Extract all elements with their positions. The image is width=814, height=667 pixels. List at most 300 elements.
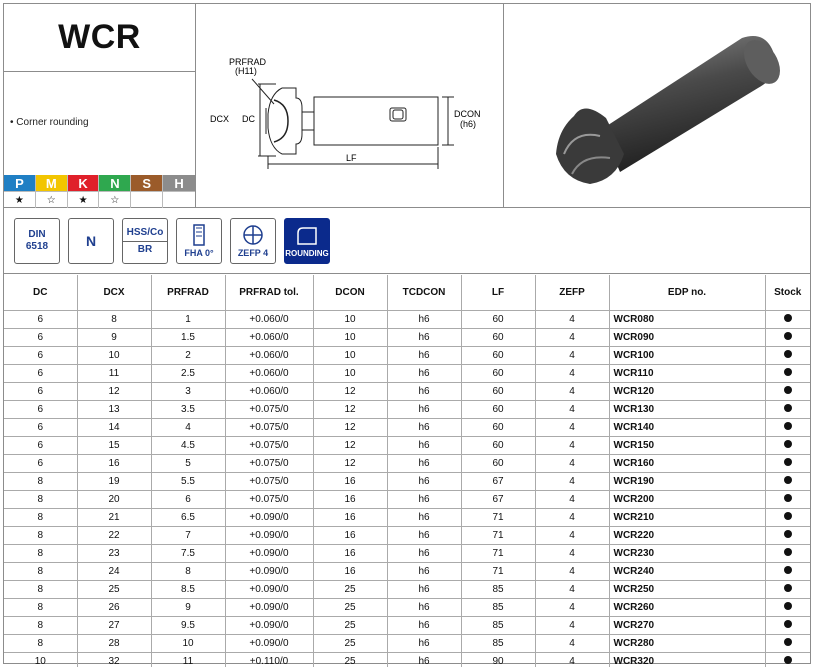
table-cell: h6 <box>387 598 461 616</box>
type-n-icon <box>68 218 114 264</box>
table-cell: h6 <box>387 580 461 598</box>
stock-cell <box>765 652 810 667</box>
h11-label: (H11) <box>235 66 257 76</box>
table-cell: h6 <box>387 454 461 472</box>
table-cell: 8 <box>4 544 77 562</box>
table-cell: h6 <box>387 418 461 436</box>
table-cell: 4 <box>535 598 609 616</box>
stock-cell <box>765 454 810 472</box>
table-cell: 25 <box>313 598 387 616</box>
in-stock-icon <box>784 404 792 412</box>
table-cell: h6 <box>387 616 461 634</box>
table-cell: 4.5 <box>151 436 225 454</box>
table-cell: 8 <box>151 562 225 580</box>
table-cell: 16 <box>313 544 387 562</box>
table-cell: +0.075/0 <box>225 400 313 418</box>
table-cell: 25 <box>77 580 151 598</box>
table-cell: 85 <box>461 616 535 634</box>
table-cell: 71 <box>461 544 535 562</box>
in-stock-icon <box>784 314 792 322</box>
edp-cell: WCR270 <box>609 616 765 634</box>
table-cell: 9 <box>77 328 151 346</box>
column-header: LF <box>461 275 535 310</box>
table-cell: 4 <box>535 328 609 346</box>
rounding-icon <box>284 218 330 264</box>
material-rating: ★ <box>68 191 99 208</box>
table-cell: 8 <box>4 598 77 616</box>
table-cell: 6 <box>151 490 225 508</box>
lf-label: LF <box>346 153 357 163</box>
stock-cell <box>765 382 810 400</box>
edp-cell: WCR260 <box>609 598 765 616</box>
edp-cell: WCR110 <box>609 364 765 382</box>
table-cell: 4 <box>535 436 609 454</box>
title-box <box>4 4 196 72</box>
table-cell: 12 <box>77 382 151 400</box>
table-cell: +0.090/0 <box>225 580 313 598</box>
table-cell: 26 <box>77 598 151 616</box>
in-stock-icon <box>784 386 792 394</box>
edp-cell: WCR200 <box>609 490 765 508</box>
material-rating <box>163 191 195 208</box>
table-cell: 4 <box>535 382 609 400</box>
stock-cell <box>765 310 810 328</box>
table-cell: 4 <box>535 472 609 490</box>
table-cell: 9.5 <box>151 616 225 634</box>
material-letter: S <box>131 175 162 191</box>
table-cell: 5.5 <box>151 472 225 490</box>
prfrad-label: PRFRAD <box>229 57 267 67</box>
table-cell: 4 <box>535 310 609 328</box>
table-row <box>4 328 810 346</box>
table-cell: 4 <box>535 562 609 580</box>
table-cell: 4 <box>535 580 609 598</box>
table-cell: 4 <box>535 508 609 526</box>
table-row <box>4 598 810 616</box>
in-stock-icon <box>784 494 792 502</box>
tool-diagram <box>196 4 504 208</box>
edp-cell: WCR240 <box>609 562 765 580</box>
edp-cell: WCR320 <box>609 652 765 667</box>
stock-cell <box>765 490 810 508</box>
table-cell: 6 <box>4 454 77 472</box>
table-cell: 1.5 <box>151 328 225 346</box>
table-cell: 10 <box>77 346 151 364</box>
material-k <box>68 175 100 208</box>
column-header: Stock <box>765 275 810 310</box>
material-rating: ☆ <box>99 191 130 208</box>
table-cell: 60 <box>461 400 535 418</box>
table-cell: 12 <box>313 418 387 436</box>
four-flute-icon <box>242 224 264 246</box>
table-cell: 16 <box>313 472 387 490</box>
table-cell: 11 <box>77 364 151 382</box>
edp-cell: WCR210 <box>609 508 765 526</box>
stock-cell <box>765 328 810 346</box>
hss-icon <box>122 218 168 264</box>
stock-cell <box>765 436 810 454</box>
stock-cell <box>765 418 810 436</box>
dcx-label: DCX <box>210 114 230 124</box>
table-cell: 60 <box>461 328 535 346</box>
table-cell: +0.090/0 <box>225 526 313 544</box>
table-row <box>4 400 810 418</box>
table-cell: h6 <box>387 490 461 508</box>
table-cell: 3 <box>151 382 225 400</box>
column-header: DCX <box>77 275 151 310</box>
stock-cell <box>765 598 810 616</box>
corner-radius-icon <box>295 225 319 247</box>
feature-box <box>4 72 196 175</box>
table-cell: h6 <box>387 328 461 346</box>
table-cell: +0.075/0 <box>225 472 313 490</box>
table-cell: 13 <box>77 400 151 418</box>
table-cell: 85 <box>461 580 535 598</box>
table-cell: 7 <box>151 526 225 544</box>
table-cell: 12 <box>313 454 387 472</box>
stock-cell <box>765 400 810 418</box>
hss-bottom-text: BR <box>137 243 153 255</box>
table-cell: h6 <box>387 400 461 418</box>
table-cell: 16 <box>313 562 387 580</box>
table-cell: 32 <box>77 652 151 667</box>
table-cell: 2 <box>151 346 225 364</box>
table-cell: h6 <box>387 382 461 400</box>
table-cell: 21 <box>77 508 151 526</box>
in-stock-icon <box>784 332 792 340</box>
table-cell: 12 <box>313 436 387 454</box>
table-cell: 60 <box>461 418 535 436</box>
table-cell: 14 <box>77 418 151 436</box>
table-cell: 8 <box>4 616 77 634</box>
table-row <box>4 418 810 436</box>
in-stock-icon <box>784 368 792 376</box>
edp-cell: WCR090 <box>609 328 765 346</box>
table-cell: h6 <box>387 526 461 544</box>
table-cell: 60 <box>461 382 535 400</box>
table-row <box>4 364 810 382</box>
table-cell: +0.090/0 <box>225 508 313 526</box>
table-cell: 60 <box>461 346 535 364</box>
table-row <box>4 472 810 490</box>
table-row <box>4 490 810 508</box>
product-sheet <box>3 3 811 667</box>
stock-cell <box>765 616 810 634</box>
table-cell: 6 <box>4 328 77 346</box>
column-header: PRFRAD tol. <box>225 275 313 310</box>
table-row <box>4 454 810 472</box>
stock-cell <box>765 346 810 364</box>
table-row <box>4 652 810 667</box>
table-cell: +0.075/0 <box>225 418 313 436</box>
table-cell: 12 <box>313 400 387 418</box>
table-cell: 10 <box>151 634 225 652</box>
edp-cell: WCR140 <box>609 418 765 436</box>
table-cell: 60 <box>461 454 535 472</box>
din-top-text: DIN <box>28 229 46 240</box>
table-row <box>4 508 810 526</box>
in-stock-icon <box>784 422 792 430</box>
table-cell: 10 <box>313 346 387 364</box>
table-cell: 4 <box>535 616 609 634</box>
table-cell: 16 <box>313 526 387 544</box>
table-cell: +0.075/0 <box>225 490 313 508</box>
table-cell: 60 <box>461 364 535 382</box>
table-cell: h6 <box>387 472 461 490</box>
helix-angle-icon <box>176 218 222 264</box>
table-cell: 10 <box>4 652 77 667</box>
table-cell: 71 <box>461 526 535 544</box>
column-header: PRFRAD <box>151 275 225 310</box>
stock-cell <box>765 526 810 544</box>
table-cell: h6 <box>387 310 461 328</box>
table-cell: 27 <box>77 616 151 634</box>
table-cell: +0.075/0 <box>225 436 313 454</box>
table-cell: 2.5 <box>151 364 225 382</box>
edp-cell: WCR100 <box>609 346 765 364</box>
table-row <box>4 526 810 544</box>
in-stock-icon <box>784 584 792 592</box>
table-cell: 4 <box>535 652 609 667</box>
table-cell: 6 <box>4 400 77 418</box>
table-cell: 4 <box>535 544 609 562</box>
material-letter: K <box>68 175 99 191</box>
table-row <box>4 346 810 364</box>
table-cell: h6 <box>387 634 461 652</box>
material-rating <box>131 191 162 208</box>
table-cell: 4 <box>535 418 609 436</box>
edp-cell: WCR130 <box>609 400 765 418</box>
table-cell: 4 <box>151 418 225 436</box>
column-header: TCDCON <box>387 275 461 310</box>
edp-cell: WCR230 <box>609 544 765 562</box>
material-grid <box>4 175 196 208</box>
in-stock-icon <box>784 530 792 538</box>
material-letter: P <box>4 175 35 191</box>
dcon-label: DCON <box>454 109 481 119</box>
type-n-text: N <box>85 233 97 249</box>
table-cell: 25 <box>313 616 387 634</box>
table-cell: 8 <box>4 490 77 508</box>
fha-label: FHA 0° <box>184 248 214 258</box>
hss-top-text: HSS/Co <box>126 226 164 238</box>
column-header: DCON <box>313 275 387 310</box>
edp-cell: WCR080 <box>609 310 765 328</box>
table-row <box>4 616 810 634</box>
flute-count-icon <box>230 218 276 264</box>
zefp-label: ZEFP 4 <box>237 248 269 258</box>
material-letter: M <box>36 175 67 191</box>
table-cell: 5 <box>151 454 225 472</box>
table-cell: 8.5 <box>151 580 225 598</box>
table-cell: 9 <box>151 598 225 616</box>
table-cell: 24 <box>77 562 151 580</box>
table-cell: 90 <box>461 652 535 667</box>
table-cell: h6 <box>387 652 461 667</box>
table-cell: 71 <box>461 562 535 580</box>
table-row <box>4 562 810 580</box>
stock-cell <box>765 634 810 652</box>
table-cell: +0.075/0 <box>225 454 313 472</box>
stock-cell <box>765 472 810 490</box>
table-cell: 10 <box>313 328 387 346</box>
table-cell: 16 <box>313 490 387 508</box>
table-cell: 8 <box>4 562 77 580</box>
table-cell: 1 <box>151 310 225 328</box>
material-h <box>163 175 195 208</box>
table-cell: +0.090/0 <box>225 562 313 580</box>
table-cell: 25 <box>313 634 387 652</box>
table-cell: 6.5 <box>151 508 225 526</box>
table-cell: 6 <box>4 418 77 436</box>
din-bottom-text: 6518 <box>25 241 49 252</box>
in-stock-icon <box>784 476 792 484</box>
edp-cell: WCR280 <box>609 634 765 652</box>
edp-cell: WCR220 <box>609 526 765 544</box>
table-cell: 11 <box>151 652 225 667</box>
stock-cell <box>765 544 810 562</box>
material-p <box>4 175 36 208</box>
table-cell: +0.110/0 <box>225 652 313 667</box>
table-cell: 3.5 <box>151 400 225 418</box>
table-cell: 19 <box>77 472 151 490</box>
table-row <box>4 580 810 598</box>
in-stock-icon <box>784 638 792 646</box>
column-header: DC <box>4 275 77 310</box>
table-cell: 85 <box>461 634 535 652</box>
product-title: WCR <box>58 18 141 56</box>
tool-photo <box>504 4 810 208</box>
stock-cell <box>765 580 810 598</box>
material-s <box>131 175 163 208</box>
header-section <box>4 4 810 208</box>
stock-cell <box>765 508 810 526</box>
table-cell: 71 <box>461 508 535 526</box>
table-cell: 25 <box>313 652 387 667</box>
table-cell: h6 <box>387 562 461 580</box>
table-cell: 8 <box>77 310 151 328</box>
material-letter: H <box>163 175 195 191</box>
edp-cell: WCR120 <box>609 382 765 400</box>
table-row <box>4 382 810 400</box>
material-letter: N <box>99 175 130 191</box>
table-cell: 23 <box>77 544 151 562</box>
table-cell: h6 <box>387 544 461 562</box>
table-cell: 60 <box>461 310 535 328</box>
stock-cell <box>765 364 810 382</box>
table-cell: +0.060/0 <box>225 328 313 346</box>
table-cell: 25 <box>313 580 387 598</box>
rounding-label: ROUNDING <box>285 248 329 258</box>
edp-cell: WCR160 <box>609 454 765 472</box>
table-cell: 28 <box>77 634 151 652</box>
h6-label: (h6) <box>460 119 477 129</box>
table-row <box>4 544 810 562</box>
table-cell: +0.090/0 <box>225 598 313 616</box>
table-cell: 6 <box>4 346 77 364</box>
table-cell: 12 <box>313 382 387 400</box>
material-m <box>36 175 68 208</box>
table-cell: 6 <box>4 436 77 454</box>
edp-cell: WCR150 <box>609 436 765 454</box>
in-stock-icon <box>784 458 792 466</box>
feature-text: • Corner rounding <box>10 117 89 128</box>
in-stock-icon <box>784 656 792 664</box>
table-row <box>4 436 810 454</box>
end-mill-icon <box>504 4 810 208</box>
table-header-row <box>4 275 810 310</box>
in-stock-icon <box>784 620 792 628</box>
material-rating: ☆ <box>36 191 67 208</box>
in-stock-icon <box>784 440 792 448</box>
table-cell: 8 <box>4 508 77 526</box>
material-n <box>99 175 131 208</box>
table-body <box>4 310 810 667</box>
stock-cell <box>765 562 810 580</box>
dc-label: DC <box>242 114 255 124</box>
in-stock-icon <box>784 548 792 556</box>
material-rating: ★ <box>4 191 35 208</box>
table-cell: 8 <box>4 472 77 490</box>
table-cell: +0.090/0 <box>225 634 313 652</box>
in-stock-icon <box>784 350 792 358</box>
in-stock-icon <box>784 566 792 574</box>
table-cell: 4 <box>535 400 609 418</box>
column-header: EDP no. <box>609 275 765 310</box>
table-cell: 4 <box>535 490 609 508</box>
edp-cell: WCR250 <box>609 580 765 598</box>
table-cell: 15 <box>77 436 151 454</box>
table-cell: h6 <box>387 508 461 526</box>
table-cell: 67 <box>461 472 535 490</box>
table-cell: +0.060/0 <box>225 364 313 382</box>
flute-icon <box>188 224 210 246</box>
table-cell: 16 <box>313 508 387 526</box>
table-row <box>4 310 810 328</box>
table-cell: 4 <box>535 364 609 382</box>
table-cell: 20 <box>77 490 151 508</box>
table-cell: h6 <box>387 436 461 454</box>
table-cell: 60 <box>461 436 535 454</box>
table-cell: +0.090/0 <box>225 616 313 634</box>
table-cell: 4 <box>535 346 609 364</box>
table-cell: 8 <box>4 580 77 598</box>
table-cell: h6 <box>387 346 461 364</box>
table-cell: 6 <box>4 310 77 328</box>
table-cell: +0.060/0 <box>225 310 313 328</box>
table-cell: 7.5 <box>151 544 225 562</box>
table-cell: 8 <box>4 634 77 652</box>
in-stock-icon <box>784 512 792 520</box>
table-cell: 6 <box>4 382 77 400</box>
table-cell: 85 <box>461 598 535 616</box>
table-cell: 4 <box>535 454 609 472</box>
table-cell: +0.060/0 <box>225 346 313 364</box>
din-icon <box>14 218 60 264</box>
table-cell: h6 <box>387 364 461 382</box>
edp-cell: WCR190 <box>609 472 765 490</box>
table-cell: +0.090/0 <box>225 544 313 562</box>
table-cell: 67 <box>461 490 535 508</box>
column-header: ZEFP <box>535 275 609 310</box>
hss-divider <box>123 241 167 242</box>
table-cell: 4 <box>535 526 609 544</box>
table-row <box>4 634 810 652</box>
property-icons <box>4 208 810 274</box>
table-cell: +0.060/0 <box>225 382 313 400</box>
tool-drawing <box>196 4 504 208</box>
table-cell: 22 <box>77 526 151 544</box>
